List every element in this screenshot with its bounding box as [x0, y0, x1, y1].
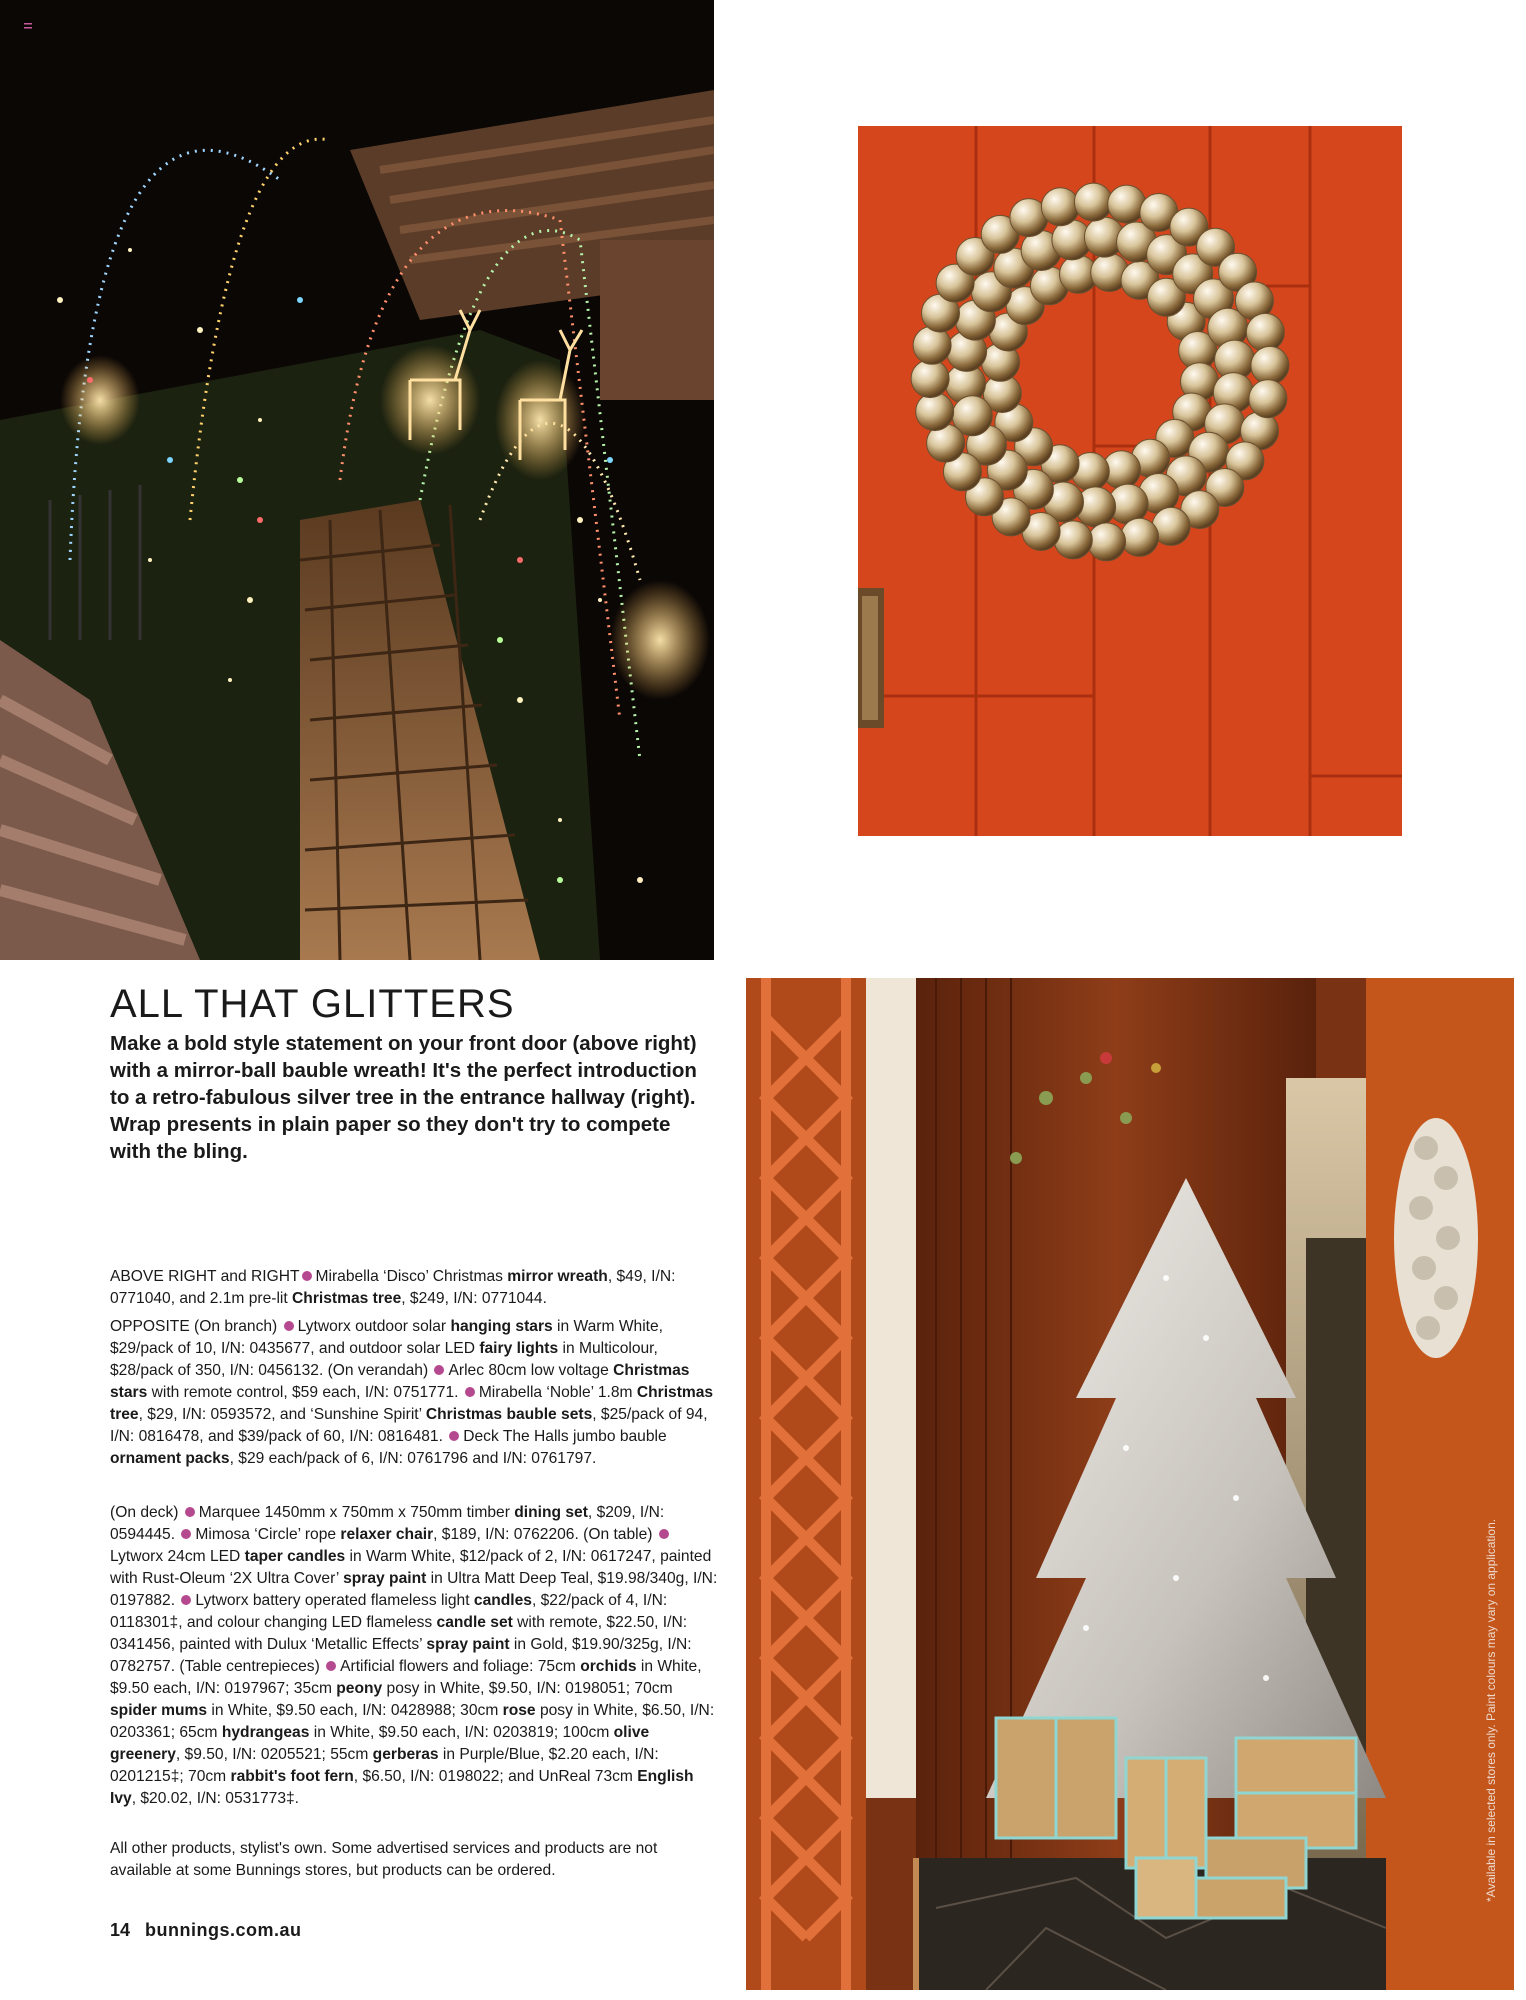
bullet-dot-icon — [659, 1529, 669, 1539]
credit-text: Artificial flowers and foliage: 75cm — [340, 1658, 581, 1675]
photo-door-wreath — [858, 126, 1402, 836]
page-footer — [110, 1920, 302, 1941]
bullet-dot-icon — [302, 1271, 312, 1281]
credit-text: Mirabella ‘Disco’ Christmas — [315, 1268, 508, 1285]
credit-text: Lytworx outdoor solar — [297, 1318, 451, 1335]
website-link[interactable]: bunnings.com.au — [145, 1920, 302, 1940]
product-name: taper candles — [244, 1548, 346, 1565]
photo-night-garden — [0, 0, 714, 960]
credit-text: in Warm White, $29/pack of 10, I/N: 0435677, and outdoor solar LED — [110, 1318, 664, 1357]
credit-text: , $20.02, I/N: 0531773‡. — [131, 1790, 300, 1807]
credit-text: , $9.50, I/N: 0205521; 55cm — [175, 1746, 373, 1763]
page-number: 14 — [110, 1920, 131, 1940]
credit-text: Deck The Halls jumbo bauble — [463, 1428, 667, 1445]
product-name: hanging stars — [450, 1318, 553, 1335]
bullet-dot-icon — [181, 1595, 191, 1605]
credit-text: in White, $9.50 each, I/N: 0428988; 30cm — [207, 1702, 503, 1719]
bullet-dot-icon — [185, 1507, 195, 1517]
credit-text: , $49, I/N: 0771040, and 2.1m pre-lit — [110, 1268, 676, 1307]
credit-text: All other products, stylist's own. Some advertised services and products are not available at some Bunnings stores, but products can be ordered. — [110, 1840, 658, 1879]
credits-on-deck — [110, 1502, 718, 1810]
product-name: Christmas tree — [292, 1290, 402, 1307]
product-name: relaxer chair — [340, 1526, 434, 1543]
bullet-dot-icon — [465, 1387, 475, 1397]
credit-text: Lytworx battery operated flameless light — [195, 1592, 474, 1609]
product-name: gerberas — [372, 1746, 439, 1763]
credit-text: , $25/pack of 94, I/N: 0816478, and $39/pack of 60, I/N: 0816481. — [110, 1406, 708, 1445]
credits-disclaimer — [110, 1838, 718, 1882]
silver-tree-illustration — [746, 978, 1514, 1990]
product-name: rose — [502, 1702, 536, 1719]
mirror-ball — [911, 360, 949, 398]
credit-text: , $249, I/N: 0771044. — [401, 1290, 547, 1307]
credit-text: in Ultra Matt Deep Teal, $19.98/340g, I/N: 0197882. — [110, 1570, 718, 1609]
mirror-ball — [1074, 183, 1112, 221]
credit-text: with remote, $22.50, I/N: 0341456, painted with Dulux ‘Metallic Effects’ — [110, 1614, 688, 1653]
product-name: ornament packs — [110, 1450, 230, 1467]
night-garden-illustration — [0, 0, 714, 960]
product-name: English Ivy — [110, 1768, 694, 1807]
product-name: fairy lights — [479, 1340, 559, 1357]
credit-text: posy in White, $9.50, I/N: 0198051; 70cm — [382, 1680, 673, 1697]
product-name: spray paint — [343, 1570, 427, 1587]
product-name: mirror wreath — [507, 1268, 608, 1285]
mirror-ball — [1249, 380, 1287, 418]
mirror-ball — [1251, 346, 1289, 384]
credit-text: in Purple/Blue, $2.20 each, I/N: 0201215‡; 70cm — [110, 1746, 659, 1785]
credit-text: (On deck) — [110, 1504, 183, 1521]
corner-marker-icon — [24, 22, 32, 30]
door-wreath-illustration — [858, 126, 1402, 836]
mirror-ball — [913, 326, 951, 364]
product-name: rabbit's foot fern — [230, 1768, 354, 1785]
product-name: spray paint — [426, 1636, 510, 1653]
credit-text: , $209, I/N: 0594445. — [110, 1504, 665, 1543]
credits-opposite — [110, 1316, 718, 1470]
mirror-ball — [1041, 188, 1079, 226]
mirror-ball — [1246, 313, 1284, 351]
mirror-ball — [916, 393, 954, 431]
credit-text: , $29 each/pack of 6, I/N: 0761796 and I/N: 0761797. — [229, 1450, 597, 1467]
product-name: olive greenery — [110, 1724, 650, 1763]
photo-silver-tree-hallway — [746, 978, 1514, 1990]
product-name: dining set — [514, 1504, 588, 1521]
product-name: candles — [473, 1592, 532, 1609]
bullet-dot-icon — [449, 1431, 459, 1441]
credit-text: Lytworx 24cm LED — [110, 1548, 245, 1565]
credits-above-right — [110, 1266, 718, 1310]
availability-note: *Available in selected stores only. Paint colours may vary on application. — [1484, 1518, 1498, 1902]
mirror-ball — [1088, 523, 1126, 561]
credit-text: posy in White, $6.50, I/N: 0203361; 65cm — [110, 1702, 715, 1741]
bullet-dot-icon — [284, 1321, 294, 1331]
credit-text: ABOVE RIGHT and RIGHT — [110, 1268, 300, 1285]
credit-text: Mirabella ‘Noble’ 1.8m — [478, 1384, 637, 1401]
product-name: candle set — [436, 1614, 513, 1631]
credit-text: in Gold, $19.90/325g, I/N: 0782757. (Table centrepieces) — [110, 1636, 692, 1675]
bullet-dot-icon — [434, 1365, 444, 1375]
credit-text: , $29, I/N: 0593572, and ‘Sunshine Spirit’ — [138, 1406, 426, 1423]
credit-text: in White, $9.50 each, I/N: 0203819; 100cm — [309, 1724, 614, 1741]
product-name: orchids — [580, 1658, 637, 1675]
product-name: spider mums — [110, 1702, 208, 1719]
article-intro: Make a bold style statement on your front door (above right) with a mirror-ball bauble wreath! It's the perfect introduction to a retro-fabulous silver tree in the entrance hallway (right). Wrap presents in plain paper so they don't try to compete with the bling. — [110, 1032, 697, 1163]
mirror-ball — [1121, 518, 1159, 556]
product-name: Christmas bauble sets — [425, 1406, 593, 1423]
credit-text: , $6.50, I/N: 0198022; and UnReal 73cm — [353, 1768, 638, 1785]
credit-text: Marquee 1450mm x 750mm x 750mm timber — [198, 1504, 515, 1521]
credit-text: in Warm White, $12/pack of 2, I/N: 0617247, painted with Rust-Oleum ‘2X Ultra Cover’ — [110, 1548, 712, 1587]
credit-text: in White, $9.50 each, I/N: 0197967; 35cm — [110, 1658, 702, 1697]
credit-text: OPPOSITE (On branch) — [110, 1318, 282, 1335]
mirror-ball — [1108, 185, 1146, 223]
product-name: Christmas stars — [110, 1362, 690, 1401]
credit-text: in Multicolour, $28/pack of 350, I/N: 0456132. (On verandah) — [110, 1340, 658, 1379]
bullet-dot-icon — [326, 1661, 336, 1671]
product-name: hydrangeas — [221, 1724, 310, 1741]
bullet-dot-icon — [181, 1529, 191, 1539]
credit-text: , $189, I/N: 0762206. (On table) — [433, 1526, 657, 1543]
credit-text: Mimosa ‘Circle’ rope — [195, 1526, 341, 1543]
credit-text: , $22/pack of 4, I/N: 0118301‡, and colour changing LED flameless — [110, 1592, 668, 1631]
credit-text: with remote control, $59 each, I/N: 0751771. — [147, 1384, 463, 1401]
credit-text: Arlec 80cm low voltage — [448, 1362, 614, 1379]
product-name: Christmas tree — [110, 1384, 714, 1423]
mirror-ball — [1054, 521, 1092, 559]
product-name: peony — [336, 1680, 383, 1697]
article-heading: ALL THAT GLITTERS — [110, 982, 515, 1026]
